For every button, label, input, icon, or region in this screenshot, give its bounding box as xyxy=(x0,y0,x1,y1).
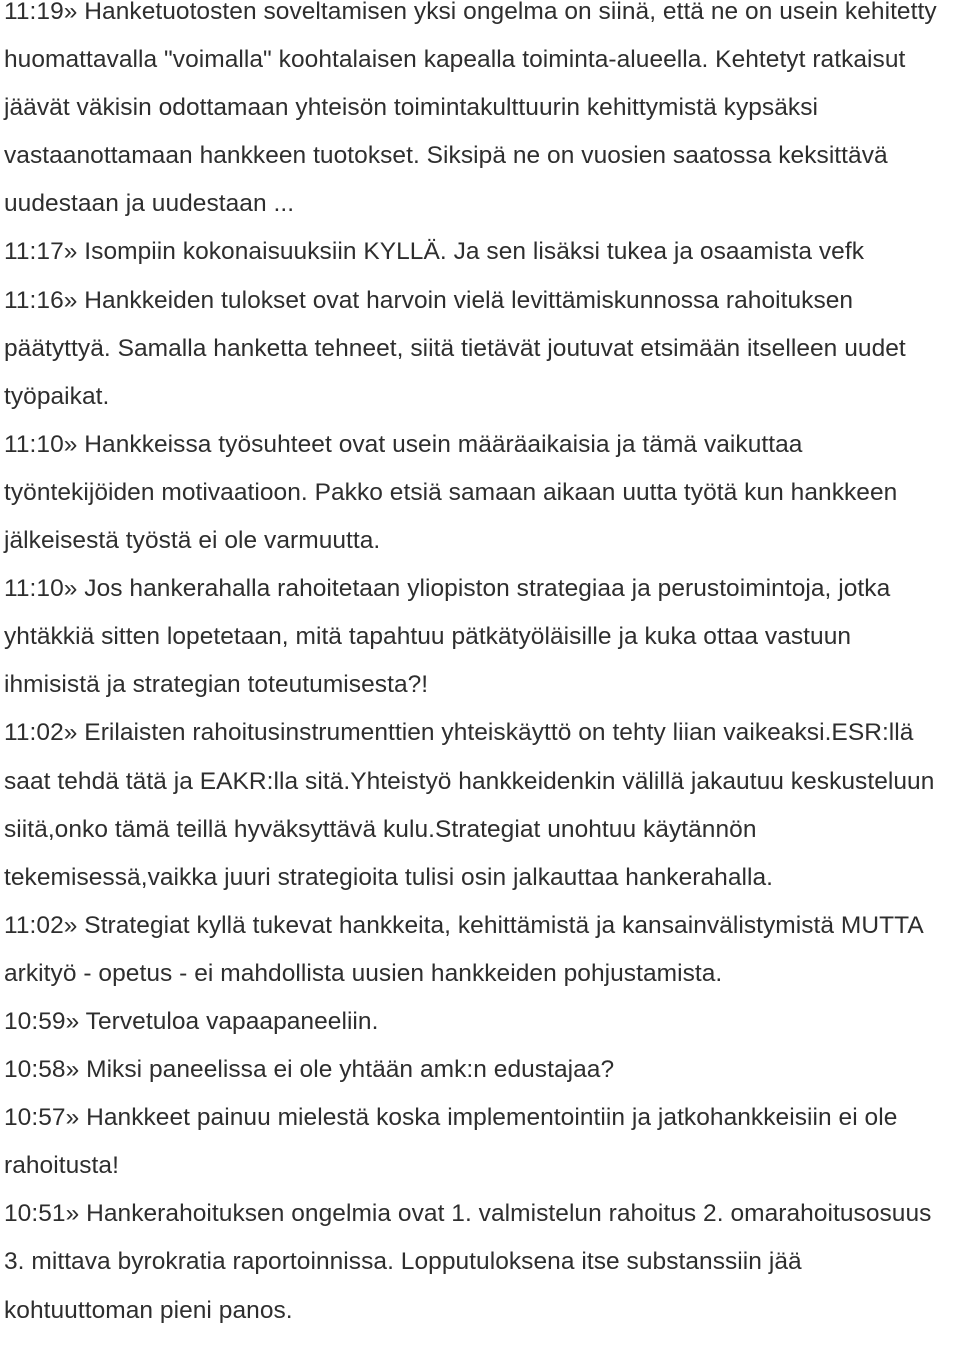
entry-text: Tervetuloa vapaapaneeliin. xyxy=(85,1007,379,1035)
entry-text: Hankkeiden tulokset ovat harvoin vielä levittämiskunnossa rahoituksen päätyttyä. Samalla hanketta tehneet, siitä tietävät joutuvat etsimään itselleen uudet työpaikat. xyxy=(4,286,906,410)
entry-text: Hanketuotosten soveltamisen yksi ongelma on siinä, että ne on usein kehitetty huomattavalla "voimalla" koohtalaisen kapealla toiminta-alueella. Kehtetyt ratkaisut jäävät väkisin odottamaan yhteisön toimintakulttuurin kehittymistä kypsäksi vastaanottamaan hankkeen tuotokset. Siksipä ne on vuosien saatossa keksittävä uudestaan ja uudestaan ... xyxy=(4,0,937,218)
entry-separator: » xyxy=(65,1200,80,1228)
entry-time: 10:57 xyxy=(4,1104,66,1132)
entry-time: 11:10 xyxy=(4,430,64,458)
entry-separator: » xyxy=(63,430,78,458)
entry-time: 11:02 xyxy=(4,911,64,939)
feed-entry xyxy=(4,1094,952,1190)
entry-text: Strategiat kyllä tukevat hankkeita, kehittämistä ja kansainvälistymistä MUTTA arkityö - opetus - ei mahdollista uusien hankkeiden pohjustamista. xyxy=(4,911,923,987)
entry-separator: » xyxy=(63,238,78,266)
entry-separator: » xyxy=(63,286,78,314)
entry-separator: » xyxy=(63,719,78,747)
feed-entry xyxy=(4,709,952,901)
entry-time: 11:17 xyxy=(4,238,64,266)
feed-entry xyxy=(4,565,952,709)
entry-text: Miksi paneelissa ei ole yhtään amk:n edustajaa? xyxy=(86,1056,615,1084)
entry-time: 11:10 xyxy=(4,575,64,603)
feed-entry xyxy=(4,228,952,276)
entry-text: Jos hankerahalla rahoitetaan yliopiston strategiaa ja perustoimintoja, jotka yhtäkkiä sitten lopetetaan, mitä tapahtuu pätkätyöläisille ja kuka ottaa vastuun ihmisistä ja strategian toteutumisesta?! xyxy=(4,575,891,699)
entry-time: 11:02 xyxy=(4,719,64,747)
entry-text: Hankkeet painuu mielestä koska implementointiin ja jatkohankkeisiin ei ole rahoitusta! xyxy=(4,1104,898,1180)
feed-entry xyxy=(4,998,952,1046)
entry-time: 10:58 xyxy=(4,1056,66,1084)
entry-text: Hankkeissa työsuhteet ovat usein määräaikaisia ja tämä vaikuttaa työntekijöiden motivaatioon. Pakko etsiä samaan aikaan uutta työtä kun hankkeen jälkeisestä työstä ei ole varmuutta. xyxy=(4,430,898,555)
entry-separator: » xyxy=(63,911,78,939)
entry-text: Erilaisten rahoitusinstrumenttien yhteiskäyttö on tehty liian vaikeaksi.ESR:llä saat tehdä tätä ja EAKR:lla sitä.Yhteistyö hankkeidenkin välillä jakautuu keskusteluun siitä,onko tämä teillä hyväksyttävä kulu.Strategiat unohtuu käytännön tekemisessä,vaikka juuri strategioita tulisi osin jalkauttaa hankerahalla. xyxy=(4,719,935,891)
feed-entry xyxy=(4,1046,952,1094)
entry-separator: » xyxy=(65,1007,80,1035)
feed-entry xyxy=(4,421,952,565)
feed-entry xyxy=(4,0,952,228)
entry-separator: » xyxy=(63,575,78,603)
entry-separator: » xyxy=(65,1056,80,1084)
feed-entry xyxy=(4,1190,952,1334)
feed-entry xyxy=(4,902,952,998)
feed-entry xyxy=(4,277,952,421)
entry-time: 10:51 xyxy=(4,1200,66,1228)
comment-feed xyxy=(4,0,952,1335)
entry-text: Hankerahoituksen ongelmia ovat 1. valmistelun rahoitus 2. omarahoitusosuus 3. mittava byrokratia raportoinnissa. Lopputuloksena itse substanssiin jää kohtuuttoman pieni panos. xyxy=(4,1200,932,1324)
entry-time: 10:59 xyxy=(4,1007,66,1035)
entry-separator: » xyxy=(65,1104,80,1132)
entry-separator: » xyxy=(63,0,78,25)
entry-text: Isompiin kokonaisuuksiin KYLLÄ. Ja sen lisäksi tukea ja osaamista vefk xyxy=(84,238,865,266)
entry-time: 11:16 xyxy=(4,286,64,314)
entry-time: 11:19 xyxy=(4,0,64,25)
